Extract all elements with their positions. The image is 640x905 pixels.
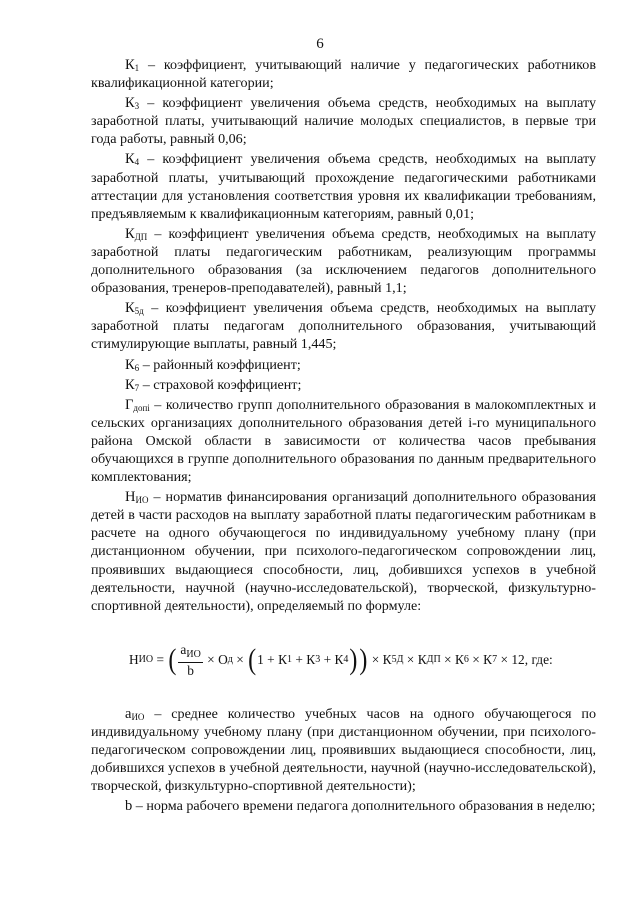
definition-k6 [91,356,596,374]
symbol: К [125,225,135,242]
formula-where: где: [531,651,553,667]
close-paren: ) [359,643,368,677]
times-12: × 12, [500,651,529,667]
symbol-subscript: ИО [131,711,145,722]
formula-fraction [178,642,202,678]
symbol: К [125,300,135,317]
definition-text: – норма рабочего времени педагога дополнительного образования в неделю; [132,798,596,815]
definition-k3 [91,94,596,148]
formula-equals: = [156,651,165,667]
formula-lhs: Н [129,651,139,667]
symbol: К [125,57,135,73]
definition-b [91,797,596,815]
definition-aio [91,705,596,795]
k3-sub: 3 [315,653,321,665]
definition-k4 [91,150,596,222]
definition-text: – страховой коэффициент; [139,376,302,393]
k5d-sub: 5Д [391,653,404,665]
symbol-subscript: 1 [134,63,140,73]
symbol-subscript: 6 [134,362,140,373]
formula-times: × [236,651,244,667]
formula-inner: 1 + К [257,651,287,667]
document-body [91,56,596,815]
k1-sub: 1 [287,653,292,665]
open-paren: ( [168,643,177,677]
symbol: К [125,95,135,112]
plus-k4: + К [323,651,344,667]
definition-k7 [91,376,596,394]
definition-k5d [91,299,596,353]
k7-sub: 7 [492,653,498,665]
definition-text: – коэффициент увеличения объема средств, необходимых на выплату заработной платы педагогам дополнительного образования, учитывающий стимулирующие выплаты, равный 1,445; [91,300,596,353]
definition-k1 [91,56,596,92]
symbol-subscript: допi [133,402,150,413]
symbol: К [125,356,135,373]
times-k6: × К [444,651,464,667]
od-sub: д [227,653,233,665]
formula [129,637,553,683]
definition-text: – среднее количество учебных часов на одного обучающегося по индивидуальному учебному плану (при дистанционном обучении, при психолого-педагогическом сопровождении лиц, проявивших выдающиеся способности, лиц, добившихся успехов в учебной деятельности, научной (научно-исследовательской), творческой, физкультурно-спортивной деятельности); [91,705,596,795]
numerator-symbol: а [180,641,187,657]
definition-text: – количество групп дополнительного образования в малокомплектных и сельских организациях дополнительного образования детей i-го муниципального района Омской области в зависимости от количества часов пребывания обучающихся в группе дополнительного образования по данным предварительного комплектования; [91,396,596,486]
definition-text: – коэффициент увеличения объема средств, необходимых на выплату заработной платы, учитывающий прохождение педагогическими работниками аттестации для установления соответствия уровня их квалификации требованиям, предъявляемым к квалификационным категориям, равный 0,01; [91,151,596,222]
plus-k3: + К [295,651,316,667]
symbol-subscript: 7 [134,382,140,393]
definition-text: – коэффициент, учитывающий наличие у педагогических работников квалификационной категории; [91,57,596,92]
numerator-sub: ИО [186,648,201,660]
symbol-subscript: 3 [134,101,140,112]
times-k7: × К [472,651,493,667]
symbol-subscript: ИО [135,495,149,506]
symbol-subscript: ДП [134,231,148,242]
inner-close-paren: ) [349,643,358,677]
symbol-subscript: 4 [134,157,140,168]
symbol: К [125,151,135,168]
inner-open-paren: ( [248,643,257,677]
kdp-sub: ДП [426,653,441,665]
k4-sub: 4 [343,653,349,665]
fraction-numerator [178,642,202,663]
formula-times-od: × О [207,651,228,667]
symbol: Н [125,489,136,506]
symbol: Г [125,396,134,413]
definition-nio [91,488,596,615]
definition-kdp [91,225,596,297]
fraction-denominator: b [187,662,194,678]
times-k5d: × К [371,651,392,667]
definition-gdop [91,396,596,486]
definition-text: – районный коэффициент; [139,356,301,373]
symbol-subscript: 5д [134,306,144,317]
formula-lhs-sub: ИО [138,653,154,665]
symbol: b [125,798,133,815]
definition-text: – коэффициент увеличения объема средств, необходимых на выплату заработной платы, учитывающий наличие молодых специалистов, в первые три года работы, равный 0,06; [91,95,596,148]
page-number: 6 [316,36,324,52]
definition-text: – норматив финансирования организаций дополнительного образования детей в части расходов на выплату заработной платы педагогическим работникам в расчете на одного обучающегося по индивидуальному учебному плану (при дистанционном обучении, при психолого-педагогическом сопровождении лиц, проявивших выдающиеся способности, лиц, добившихся успехов в учебной деятельности, научной (научно-исследовательской), творческой, физкультурно-спортивной деятельности), определяемый по формуле: [91,489,596,614]
definition-text: – коэффициент увеличения объема средств, необходимых на выплату заработной платы педагогическим работникам, реализующим программы дополнительного образования (за исключением педагогов дополнительного образования, тренеров-преподавателей), равный 1,1; [91,225,596,297]
formula-block [91,637,596,683]
k6-sub: 6 [463,653,469,665]
symbol: а [125,705,132,722]
times-kdp: × К [406,651,427,667]
symbol: К [125,376,135,393]
